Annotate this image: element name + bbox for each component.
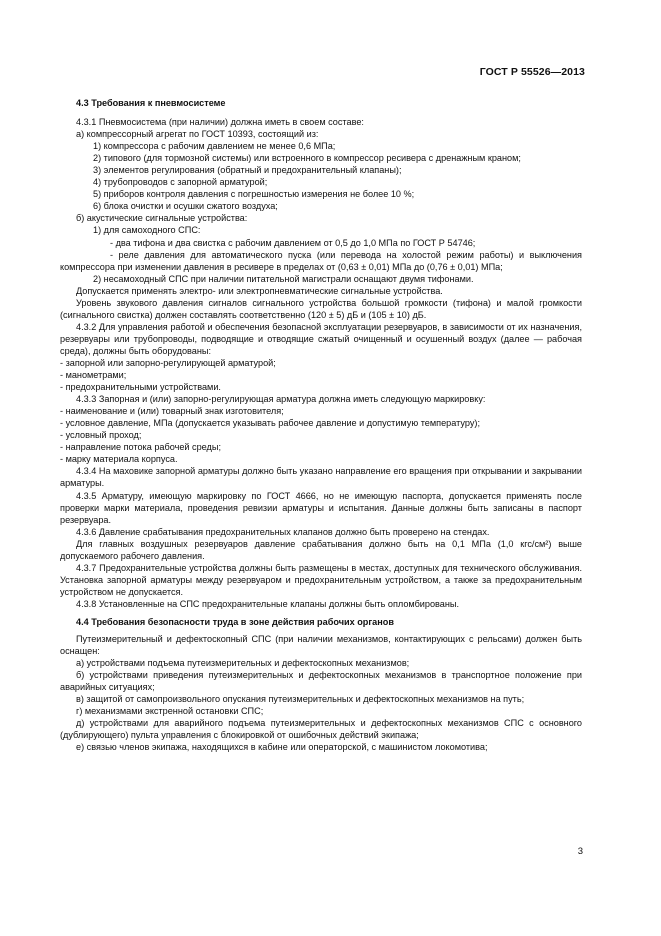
- list-item-a1: 1) компрессора с рабочим давлением не менее 0,6 МПа;: [93, 141, 336, 152]
- list-item-b1-dash2: - реле давления для автоматического пуска (или перевода на холостой режим работы) и выключения компрессора при изменении давления в ресивере в пределах от (0,63 ± 0,01) МПа до (0,76 ± 0,01) МПа;: [60, 249, 582, 272]
- paragraph-4-4-intro: Путеизмерительный и дефектоскопный СПС (при наличии механизмов, контактирующих с рельсами) должен быть оснащен:: [60, 634, 582, 657]
- list-item-b1: 1) для самоходного СПС:: [93, 225, 201, 236]
- paragraph-4-3-7: 4.3.7 Предохранительные устройства должны быть размещены в местах, доступных для технического обслуживания. Установка запорной арматуры между резервуаром и предохранительным устройством, а также за предохранительным устройством не допускается.: [60, 562, 582, 597]
- list-item-a6: 6) блока очистки и осушки сжатого воздуха;: [93, 201, 278, 212]
- equipment-item-1: - запорной или запорно-регулирующей арматурой;: [60, 357, 276, 368]
- safety-item-b: б) устройствами приведения путеизмерительных и дефектоскопных механизмов в транспортное положение при аварийных ситуациях;: [60, 670, 582, 693]
- safety-item-c: в) защитой от самопроизвольного опускания путеизмерительных и дефектоскопных механизмов на путь;: [76, 694, 525, 705]
- paragraph-4-3-8: 4.3.8 Установленные на СПС предохранительные клапаны должны быть опломбированы.: [76, 598, 459, 609]
- section-4-4-title: 4.4 Требования безопасности труда в зоне действия рабочих органов: [76, 616, 394, 627]
- paragraph-4-3-5: 4.3.5 Арматуру, имеющую маркировку по ГОСТ 4666, но не имеющую паспорта, допускается применять после проверки марки материала, проведения ревизии арматуры и испытания. Данные должны быть записаны в паспорт резервуара.: [60, 490, 582, 525]
- page-body: [60, 96, 582, 753]
- safety-item-a: а) устройствами подъема путеизмерительных и дефектоскопных механизмов;: [76, 658, 410, 669]
- marking-item-3: - условный проход;: [60, 430, 142, 441]
- list-item-a2: 2) типового (для тормозной системы) или встроенного в компрессор ресивера с дренажным краном;: [93, 153, 521, 164]
- marking-item-5: - марку материала корпуса.: [60, 454, 178, 465]
- safety-item-e: д) устройствами для аварийного подъема путеизмерительных и дефектоскопных механизмов СПС с основного (дублирующего) пульта управления с блокировкой от ошибочных действий экипажа;: [60, 718, 582, 741]
- equipment-item-2: - манометрами;: [60, 370, 127, 381]
- paragraph-4-3-6-b: Для главных воздушных резервуаров давление срабатывания должно быть на 0,1 МПа (1,0 кгс/см²) выше допускаемого рабочего давления.: [60, 538, 582, 561]
- list-item-a5: 5) приборов контроля давления с погрешностью измерения не более 10 %;: [93, 189, 415, 200]
- equipment-item-3: - предохранительными устройствами.: [60, 382, 221, 393]
- list-item-b1-dash1: - два тифона и два свистка с рабочим давлением от 0,5 до 1,0 МПа по ГОСТ Р 54746;: [110, 237, 476, 248]
- marking-item-1: - наименование и (или) товарный знак изготовителя;: [60, 406, 284, 417]
- paragraph-allow: Допускается применять электро- или электропневматические сигнальные устройства.: [76, 285, 443, 296]
- paragraph-4-3-2: 4.3.2 Для управления работой и обеспечения безопасной эксплуатации резервуаров, в зависимости от их назначения, резервуары или трубопроводы, подводящие и отводящие сжатый очищенный и осушенный воздух (далее — рабочая среда), должны быть оборудованы:: [60, 321, 582, 356]
- marking-item-4: - направление потока рабочей среды;: [60, 442, 221, 453]
- safety-item-f: е) связью членов экипажа, находящихся в кабине или операторской, с машинистом локомотива;: [76, 742, 488, 753]
- paragraph-4-3-4: 4.3.4 На маховике запорной арматуры должно быть указано направление его вращения при открывании и закрывании арматуры.: [60, 466, 582, 489]
- list-item-b: б) акустические сигнальные устройства:: [76, 213, 248, 224]
- list-item-a4: 4) трубопроводов с запорной арматурой;: [93, 177, 268, 188]
- page-number: 3: [577, 846, 583, 857]
- marking-item-2: - условное давление, МПа (допускается указывать рабочее давление и допустимую температуру);: [60, 418, 480, 429]
- section-4-3-title: 4.3 Требования к пневмосистеме: [76, 98, 226, 108]
- safety-item-d: г) механизмами экстренной остановки СПС;: [76, 706, 264, 717]
- list-item-b2: 2) несамоходный СПС при наличии питательной магистрали оснащают двумя тифонами.: [93, 273, 474, 284]
- paragraph-4-3-3: 4.3.3 Запорная и (или) запорно-регулирующая арматура должна иметь следующую маркировку:: [76, 394, 486, 405]
- list-item-a: а) компрессорный агрегат по ГОСТ 10393, состоящий из:: [76, 129, 319, 140]
- list-item-a3: 3) элементов регулирования (обратный и предохранительный клапаны);: [93, 165, 402, 176]
- paragraph-sound: Уровень звукового давления сигналов сигнального устройства большой громкости (тифона) и малой громкости (сигнального свистка) должен составлять соответственно (120 ± 5) дБ и (105 ± 10) дБ.: [60, 297, 582, 320]
- document-code: ГОСТ Р 55526—2013: [479, 66, 585, 78]
- paragraph-4-3-1: 4.3.1 Пневмосистема (при наличии) должна иметь в своем составе:: [76, 117, 364, 128]
- paragraph-4-3-6: 4.3.6 Давление срабатывания предохранительных клапанов должно быть проверено на стендах.: [76, 526, 490, 537]
